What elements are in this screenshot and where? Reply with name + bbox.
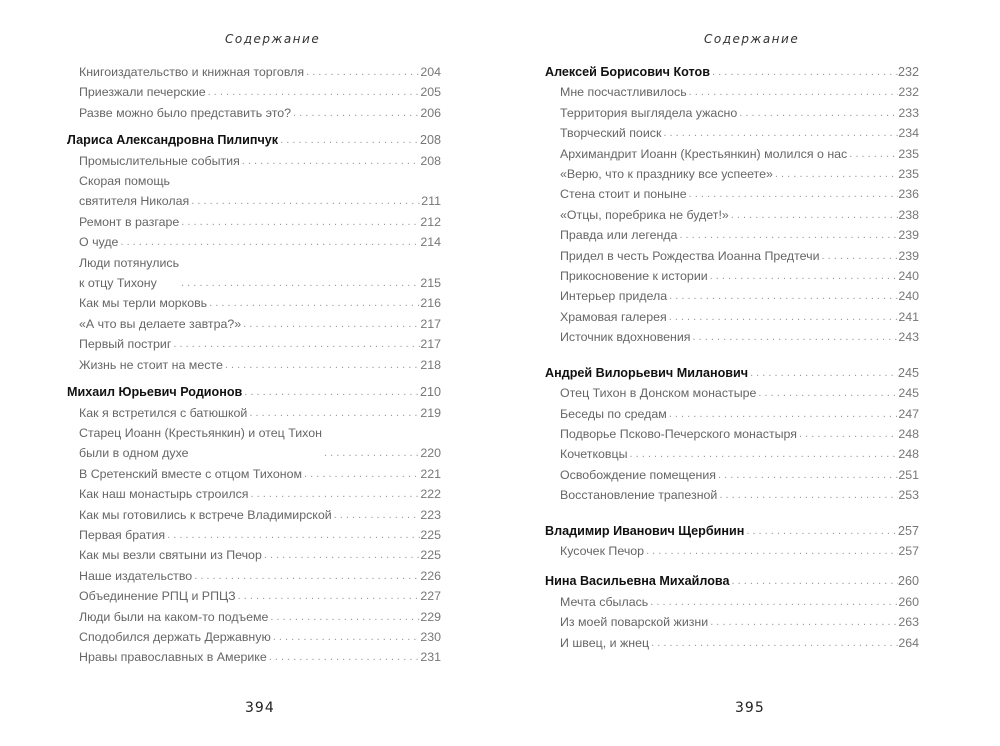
toc-entry-title: Подворье Псково-Печерского монастыря [560, 426, 798, 441]
dot-leader [627, 444, 898, 464]
dot-leader [729, 571, 898, 591]
toc-entry-title: Приезжали печерские [79, 85, 206, 100]
toc-entry-page: 230 [420, 629, 441, 644]
toc-entry-page: 220 [420, 446, 441, 461]
toc-group [545, 571, 919, 653]
toc-entry-page: 253 [898, 488, 919, 503]
toc-entry-page: 215 [420, 276, 441, 291]
toc-group [67, 130, 441, 375]
toc-entry-page: 238 [898, 207, 919, 222]
toc-author-entry[interactable] [67, 130, 441, 150]
toc-entry[interactable] [67, 232, 441, 252]
toc-entry-title: Первая братия [79, 527, 166, 542]
toc-entry-page: 235 [898, 146, 919, 161]
toc-entry-title: Сподобился держать Державную [79, 629, 271, 644]
dot-leader [247, 403, 420, 423]
toc-entry[interactable] [67, 293, 441, 313]
toc-entry[interactable] [545, 246, 919, 266]
toc-entry[interactable] [545, 592, 919, 612]
toc-author-entry-title: Нина Васильевна Михайлова [545, 574, 730, 589]
dot-leader [322, 443, 420, 463]
running-head: Содержание [704, 32, 800, 46]
toc-entry[interactable] [67, 607, 441, 627]
toc-entry-page: 212 [420, 214, 441, 229]
toc-entry-page: 264 [898, 635, 919, 650]
toc-entry[interactable] [545, 633, 919, 653]
toc-entry-title: Храмовая галерея [560, 309, 667, 324]
toc-entry-page: 260 [898, 594, 919, 609]
dot-leader [667, 307, 899, 327]
dot-leader [223, 355, 420, 375]
dot-leader [240, 151, 421, 171]
toc-entry-page: 241 [898, 309, 919, 324]
dot-leader [249, 484, 421, 504]
dot-leader [236, 586, 421, 606]
toc-entry[interactable] [545, 424, 919, 444]
page-number: 394 [245, 700, 275, 716]
toc-entry-title: Территория выглядела ужасно [560, 105, 738, 120]
toc-author-entry-page: 257 [897, 523, 919, 538]
toc-entry-page: 222 [420, 487, 441, 502]
toc-entry[interactable] [67, 505, 441, 525]
toc-entry-title: Стена стоит и поныне [560, 187, 687, 202]
toc-entry[interactable] [545, 164, 919, 184]
dot-leader [820, 246, 899, 266]
toc-entry[interactable] [545, 327, 919, 347]
dot-leader [708, 266, 899, 286]
toc-entry-title: Архимандрит Иоанн (Крестьянкин) молился о нас [560, 146, 848, 161]
toc-entry-page: 232 [898, 85, 919, 100]
toc-author-entry-page: 245 [897, 365, 919, 380]
dot-leader [278, 130, 420, 150]
toc-entry-page: 233 [898, 105, 919, 120]
toc-entry-title: Нравы православных в Америке [79, 650, 267, 665]
toc-author-entry-title: Алексей Борисович Котов [545, 65, 710, 79]
toc-entry-page: 245 [898, 386, 919, 401]
toc-author-entry-page: 208 [419, 133, 441, 148]
toc-entry[interactable] [67, 314, 441, 334]
toc-entry[interactable] [67, 403, 441, 423]
toc-entry-title: Люди потянулись к отцу Тихону [79, 255, 180, 291]
toc-author-entry-page: 232 [897, 65, 919, 79]
toc-entry[interactable] [545, 266, 919, 286]
toc-author-entry-title: Владимир Иванович Щербинин [545, 523, 745, 538]
toc-entry-title: Как я встретился с батюшкой [79, 405, 248, 420]
toc-entry-page: 240 [898, 269, 919, 284]
toc-entry-title: Отец Тихон в Донском монастыре [560, 386, 757, 401]
toc-entry[interactable] [545, 205, 919, 225]
dot-leader [179, 212, 420, 232]
toc-author-entry-title: Андрей Вилорьевич Миланович [545, 365, 749, 380]
toc-entry[interactable] [545, 612, 919, 632]
toc-entry-title: Творческий поиск [560, 126, 662, 141]
dot-leader [729, 205, 899, 225]
dot-leader [649, 633, 898, 653]
toc-entry-page: 225 [420, 527, 441, 542]
toc-author-entry[interactable] [545, 571, 919, 591]
toc-entry[interactable] [67, 103, 441, 123]
toc-entry-page: 248 [898, 447, 919, 462]
toc-entry-title: Первый постриг [79, 337, 172, 352]
toc-entry-page: 208 [420, 153, 441, 168]
toc-entry[interactable] [67, 212, 441, 232]
toc-entry-title: Ремонт в разгаре [79, 214, 180, 229]
toc-entry-title: В Сретенский вместе с отцом Тихоном [79, 466, 302, 481]
toc-author-entry-title: Михаил Юрьевич Родионов [67, 385, 243, 400]
dot-leader [291, 103, 420, 123]
dot-leader [744, 521, 898, 541]
dot-leader [773, 164, 898, 184]
dot-leader [797, 424, 898, 444]
toc-author-entry-page: 210 [419, 385, 441, 400]
dot-leader [271, 627, 421, 647]
toc-entry-title: Наше издательство [79, 568, 193, 583]
toc-entry-page: 251 [898, 467, 919, 482]
toc-entry-title: Старец Иоанн (Крестьянкин) и отец Тихон были в одном духе [79, 425, 322, 461]
dot-leader [677, 225, 898, 245]
dot-leader [748, 363, 898, 383]
toc-entry-title: Придел в честь Рождества Иоанна Предтечи [560, 248, 820, 263]
toc-entry-title: Мне посчастливилось [560, 85, 687, 100]
toc-entry-title: Скорая помощь святителя Николая [79, 174, 190, 209]
dot-leader [302, 464, 420, 484]
toc-entry-page: 211 [421, 194, 441, 209]
toc-entry-page: 206 [420, 105, 441, 120]
toc-entry[interactable] [67, 545, 441, 565]
dot-leader [262, 545, 420, 565]
page-number: 395 [735, 700, 765, 716]
toc-entry-page: 229 [420, 609, 441, 624]
toc-group [67, 62, 441, 123]
toc-entry[interactable] [67, 334, 441, 354]
dot-leader [189, 191, 421, 211]
toc-entry-title: Как мы везли святыни из Печор [79, 548, 262, 563]
dot-leader [241, 314, 420, 334]
toc-entry-title: Жизнь не стоит на месте [79, 357, 223, 372]
toc-entry[interactable] [545, 465, 919, 485]
toc-author-entry-page: 260 [897, 574, 919, 589]
toc-entry-title: «Верю, что к празднику все успеете» [560, 167, 773, 182]
toc-entry-page: 236 [898, 187, 919, 202]
toc-entry-title: Книгоиздательство и книжная торговля [79, 65, 305, 79]
dot-leader [118, 232, 420, 252]
toc-entry-page: 247 [898, 406, 919, 421]
toc-entry-title: О чуде [79, 235, 119, 250]
toc-entry-title: Из моей поварской жизни [560, 615, 709, 630]
toc-entry[interactable] [67, 423, 441, 464]
toc-entry-title: Прикосновение к истории [560, 269, 708, 284]
dot-leader [691, 327, 899, 347]
dot-leader [756, 383, 898, 403]
toc-entry-page: 239 [898, 248, 919, 263]
toc-entry-title: Как мы терли морковь [79, 296, 208, 311]
toc-entry-title: Восстановление трапезной [560, 488, 718, 503]
dot-leader [710, 62, 898, 82]
toc-entry-title: Объединение РПЦ и РПЦЗ [79, 589, 236, 604]
dot-leader [268, 607, 420, 627]
dot-leader [648, 592, 898, 612]
toc-entry-page: 248 [898, 426, 919, 441]
toc-entry[interactable] [67, 484, 441, 504]
toc-entry-page: 240 [898, 289, 919, 304]
toc-entry[interactable] [67, 464, 441, 484]
dot-leader [267, 647, 421, 667]
toc-entry-title: Мечта сбылась [560, 594, 649, 609]
dot-leader [242, 382, 420, 402]
toc-entry[interactable] [545, 404, 919, 424]
toc-list [545, 62, 919, 653]
toc-group [545, 363, 919, 506]
toc-author-entry-title: Лариса Александровна Пилипчук [67, 133, 279, 148]
dot-leader [304, 62, 420, 82]
toc-entry-page: 217 [420, 337, 441, 352]
toc-author-entry[interactable] [545, 521, 919, 541]
dot-leader [332, 505, 421, 525]
dot-leader [179, 273, 420, 293]
dot-leader [171, 334, 420, 354]
toc-entry-page: 218 [420, 357, 441, 372]
toc-entry-title: Правда или легенда [560, 228, 678, 243]
toc-entry-title: Освобождение помещения [560, 467, 716, 482]
toc-group [545, 521, 919, 562]
toc-entry-page: 204 [420, 65, 441, 79]
dot-leader [207, 293, 420, 313]
toc-author-entry[interactable] [67, 382, 441, 402]
toc-entry-page: 234 [898, 126, 919, 141]
dot-leader [717, 485, 898, 505]
toc-entry[interactable] [67, 647, 441, 667]
dot-leader [687, 82, 899, 102]
toc-entry[interactable] [545, 541, 919, 561]
toc-entry-title: Интерьер придела [560, 289, 668, 304]
dot-leader [687, 184, 899, 204]
toc-entry-page: 216 [420, 296, 441, 311]
dot-leader [165, 525, 420, 545]
toc-group [545, 62, 919, 348]
toc-entry-page: 235 [898, 167, 919, 182]
toc-list [67, 62, 441, 668]
toc-entry-page: 227 [420, 589, 441, 604]
toc-group [67, 382, 441, 668]
toc-entry-title: Разве можно было представить это? [79, 105, 292, 120]
toc-entry-page: 257 [898, 543, 919, 558]
toc-entry-page: 205 [420, 85, 441, 100]
toc-entry[interactable] [67, 586, 441, 606]
dot-leader [737, 103, 898, 123]
toc-entry[interactable] [67, 566, 441, 586]
toc-entry-title: Как мы готовились к встрече Владимирской [79, 507, 332, 522]
toc-entry[interactable] [67, 355, 441, 375]
toc-entry[interactable] [545, 82, 919, 102]
toc-entry[interactable] [545, 444, 919, 464]
toc-entry-title: «А что вы делаете завтра?» [79, 316, 242, 331]
dot-leader [667, 404, 899, 424]
dot-leader [708, 612, 898, 632]
toc-entry-page: 231 [420, 650, 441, 665]
toc-entry[interactable] [545, 225, 919, 245]
toc-entry-page: 239 [898, 228, 919, 243]
dot-leader [206, 82, 421, 102]
toc-entry-page: 214 [420, 235, 441, 250]
toc-entry[interactable] [545, 184, 919, 204]
toc-author-entry[interactable] [545, 62, 919, 82]
toc-entry[interactable] [545, 123, 919, 143]
toc-entry-title: «Отцы, поребрика не будет!» [560, 207, 729, 222]
toc-entry-page: 243 [898, 330, 919, 345]
toc-entry[interactable] [67, 627, 441, 647]
toc-entry[interactable] [67, 62, 441, 82]
toc-entry[interactable] [545, 286, 919, 306]
dot-leader [667, 286, 898, 306]
toc-entry[interactable] [545, 383, 919, 403]
toc-entry-title: Источник вдохновения [560, 330, 691, 345]
toc-entry-title: И швец, и жнец [560, 635, 650, 650]
toc-entry-title: Люди были на каком-то подъеме [79, 609, 269, 624]
dot-leader [716, 465, 898, 485]
right-page [500, 0, 1000, 746]
toc-entry-page: 226 [420, 568, 441, 583]
toc-entry[interactable] [545, 485, 919, 505]
toc-entry-title: Кусочек Печор [560, 543, 645, 558]
toc-entry-page: 217 [420, 316, 441, 331]
toc-entry[interactable] [67, 525, 441, 545]
toc-entry-page: 221 [420, 466, 441, 481]
toc-entry-title: Беседы по средам [560, 406, 667, 421]
toc-entry[interactable] [67, 253, 441, 294]
toc-entry-title: Как наш монастырь строился [79, 487, 249, 502]
toc-entry-page: 225 [420, 548, 441, 563]
toc-entry[interactable] [67, 171, 441, 212]
toc-entry-page: 263 [898, 615, 919, 630]
dot-leader [847, 144, 898, 164]
toc-entry[interactable] [545, 103, 919, 123]
dot-leader [661, 123, 898, 143]
toc-entry-page: 223 [420, 507, 441, 522]
toc-entry-page: 219 [420, 405, 441, 420]
toc-entry-title: Промыслительные события [79, 153, 240, 168]
toc-entry-title: Кочетковцы [560, 447, 628, 462]
running-head: Содержание [225, 32, 321, 46]
toc-entry[interactable] [545, 144, 919, 164]
toc-entry[interactable] [67, 151, 441, 171]
dot-leader [644, 541, 898, 561]
toc-entry[interactable] [545, 307, 919, 327]
toc-author-entry[interactable] [545, 363, 919, 383]
dot-leader [192, 566, 420, 586]
toc-entry[interactable] [67, 82, 441, 102]
